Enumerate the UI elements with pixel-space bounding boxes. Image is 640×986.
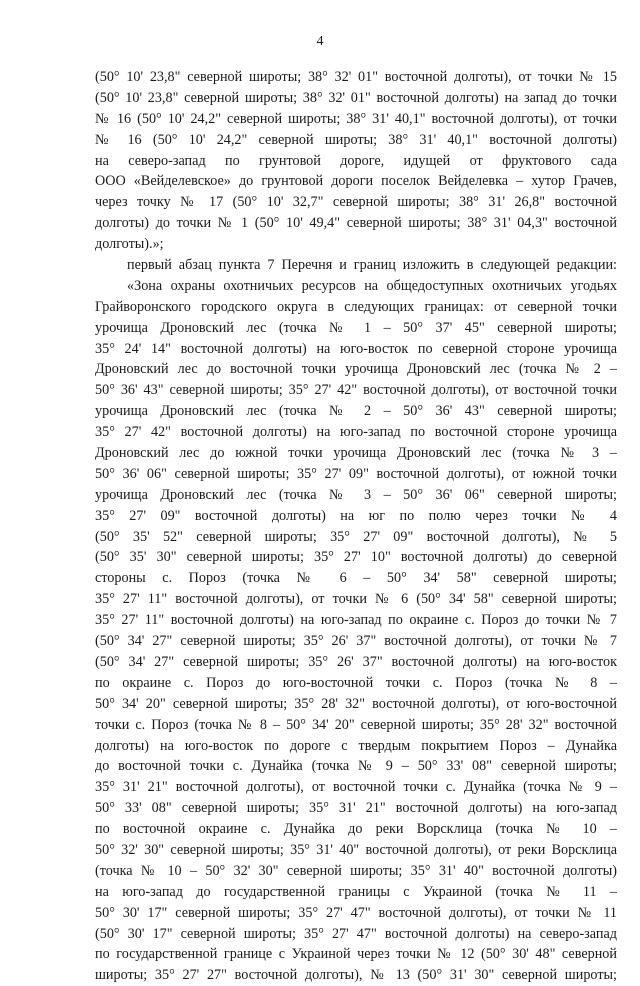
text-line: (50° 34' 27" северной широты; 35° 26' 37" восточной долготы) на юго-восток: [95, 653, 617, 670]
text-line: 50° 30' 17" северной широты; 35° 27' 47" восточной долготы), от точки № 11: [95, 904, 617, 921]
text-line: 50° 34' 20" северной широты; 35° 28' 32" восточной долготы), от юго-восточной: [95, 695, 617, 712]
text-line: 35° 27' 11" восточной долготы) на юго-запад по окраине с. Пороз до точки № 7: [95, 612, 617, 629]
text-line: № 16 (50° 10' 24,2" северной широты; 38° 31' 40,1" восточной долготы): [95, 131, 617, 148]
text-line: на юго-запад до государственной границы с Украиной (точка № 11 –: [95, 883, 617, 900]
text-line: точки с. Пороз (точка № 8 – 50° 34' 20" северной широты; 35° 28' 32" восточной: [95, 716, 617, 733]
text-line: урочища Дроновский лес (точка № 1 – 50° 37' 45" северной широты;: [95, 319, 617, 336]
text-line: урочища Дроновский лес (точка № 2 – 50° 36' 43" северной широты;: [95, 403, 617, 420]
text-line: урочища Дроновский лес (точка № 3 – 50° 36' 06" северной широты;: [95, 486, 617, 503]
text-line: 50° 32' 30" северной широты; 35° 31' 40" восточной долготы), от реки Ворсклица: [95, 841, 617, 858]
text-line: 50° 36' 06" северной широты; 35° 27' 09" восточной долготы), от южной точки: [95, 465, 617, 482]
text-line: 35° 27' 11" восточной долготы), от точки № 6 (50° 34' 58" северной широты;: [95, 591, 617, 608]
text-line: стороны с. Пороз (точка № 6 – 50° 34' 58" северной широты;: [95, 570, 617, 587]
text-line: по государственной границе с Украиной через точки № 12 (50° 30' 48" северной: [95, 946, 617, 963]
text-line: широты; 35° 27' 27" восточной долготы), № 13 (50° 31' 30" северной широты;: [95, 967, 617, 984]
text-line: (50° 35' 30" северной широты; 35° 27' 10" восточной долготы) до северной: [95, 549, 617, 566]
text-line: 35° 24' 14" восточной долготы) на юго-восток по северной стороне урочища: [95, 340, 617, 357]
text-line: 35° 27' 09" восточной долготы) на юг по полю через точки № 4: [95, 507, 617, 524]
text-line: (50° 35' 52" северной широты; 35° 27' 09" восточной долготы), № 5: [95, 528, 617, 545]
text-line: 35° 31' 21" восточной долготы), от восточной точки с. Дунайка (точка № 9 –: [95, 779, 617, 796]
text-line: долготы).»;: [95, 236, 164, 253]
text-line: 50° 33' 08" северной широты; 35° 31' 21" восточной долготы) на юго-запад: [95, 800, 617, 817]
text-line: долготы) до точки № 1 (50° 10' 49,4" северной широты; 38° 31' 04,3" восточной: [95, 215, 617, 232]
page-number: 4: [316, 34, 324, 49]
text-line: «Зона охраны охотничьих ресурсов на общедоступных охотничьих угодьях: [127, 277, 617, 294]
text-line: на северо-запад по грунтовой дороге, идущей от фруктового сада: [95, 152, 617, 169]
text-line: до восточной точки с. Дунайка (точка № 9 – 50° 33' 08" северной широты;: [95, 758, 617, 775]
text-line: по восточной окраине с. Дунайка до реки Ворсклица (точка № 10 –: [95, 821, 617, 838]
text-line: № 16 (50° 10' 24,2" северной широты; 38° 31' 40,1" восточной долготы), от точки: [95, 110, 617, 127]
text-line: по окраине с. Пороз до юго-восточной точки с. Пороз (точка № 8 –: [95, 674, 617, 691]
text-line: ООО «Вейделевское» до грунтовой дороги поселок Вейделевка – хутор Грачев,: [95, 173, 617, 190]
body-text: [95, 67, 617, 986]
text-line: (50° 10' 23,8" северной широты; 38° 32' 01" восточной долготы) на запад до точки: [95, 89, 617, 106]
text-line: 50° 36' 43" северной широты; 35° 27' 42" восточной долготы), от восточной точки: [95, 382, 617, 399]
text-line: Дроновский лес до южной точки урочища Дроновский лес (точка № 3 –: [95, 445, 617, 462]
text-line: Грайворонского городского округа в следующих границах: от северной точки: [95, 298, 617, 315]
text-line: (50° 30' 17" северной широты; 35° 27' 47" восточной долготы) на северо-запад: [95, 925, 617, 942]
text-line: долготы) на юго-восток по дороге с твердым покрытием Пороз – Дунайка: [95, 737, 617, 754]
text-line: Дроновский лес до восточной точки урочища Дроновский лес (точка № 2 –: [95, 361, 617, 378]
text-line: (точка № 10 – 50° 32' 30" северной широты; 35° 31' 40" восточной долготы): [95, 862, 617, 879]
text-line: (50° 34' 27" северной широты; 35° 26' 37" восточной долготы), от точки № 7: [95, 633, 617, 650]
text-line: 35° 27' 42" восточной долготы) на юго-запад по восточной стороне урочища: [95, 424, 617, 441]
text-line: первый абзац пункта 7 Перечня и границ изложить в следующей редакции:: [127, 257, 617, 274]
text-line: (50° 10' 23,8" северной широты; 38° 32' 01" восточной долготы), от точки № 15: [95, 69, 617, 85]
text-line: через точку № 17 (50° 10' 32,7" северной широты; 38° 31' 26,8" восточной: [95, 194, 617, 211]
